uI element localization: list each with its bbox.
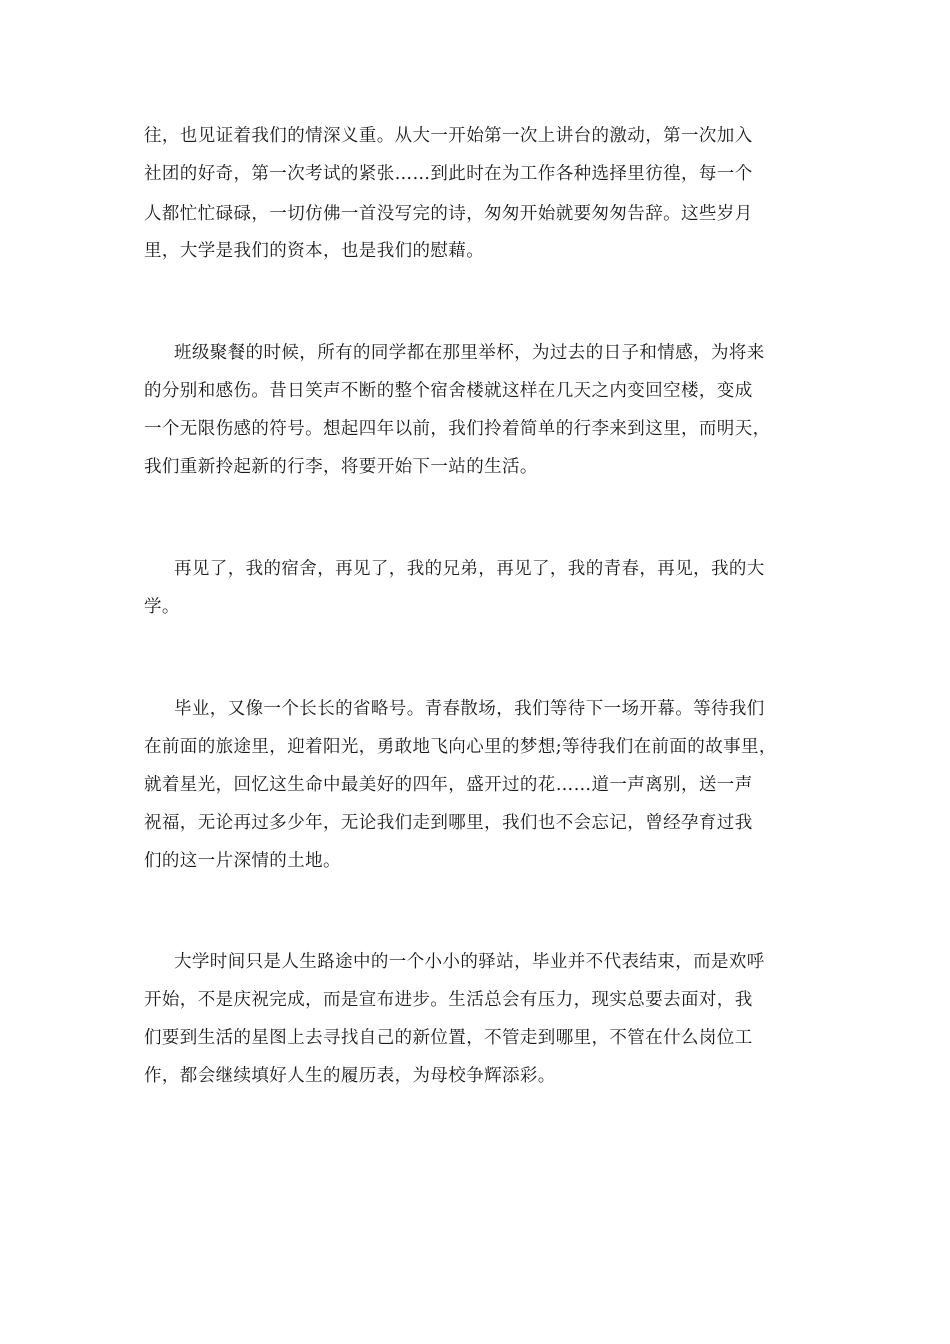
paragraph-line: 开始，不是庆祝完成，而是宣布进步。生活总会有压力，现实总要去面对，我 [144, 990, 753, 1010]
paragraph-line: 再见了，我的宿舍，再见了，我的兄弟，再见了，我的青春，再见，我的大 [174, 559, 765, 579]
paragraph-line: 班级聚餐的时候，所有的同学都在那里举杯，为过去的日子和情感，为将来 [174, 343, 765, 363]
paragraph-line: 往，也见证着我们的情深义重。从大一开始第一次上讲台的激动，第一次加入 [144, 126, 753, 146]
paragraph-line: 作，都会继续填好人生的履历表，为母校争辉添彩。 [144, 1066, 556, 1086]
paragraph-line: 毕业，又像一个长长的省略号。青春散场，我们等待下一场开幕。等待我们 [174, 699, 765, 719]
paragraph-line: 们的这一片深情的土地。 [144, 851, 341, 871]
paragraph-line: 社团的好奇，第一次考试的紧张……到此时在为工作各种选择里彷徨，每一个 [144, 164, 753, 184]
paragraph-line: 在前面的旅途里，迎着阳光，勇敢地飞向心里的梦想;等待我们在前面的故事里， [144, 737, 777, 757]
paragraph-line: 的分别和感伤。昔日笑声不断的整个宿舍楼就这样在几天之内变回空楼，变成 [144, 381, 753, 401]
paragraph-line: 我们重新拎起新的行李，将要开始下一站的生活。 [144, 457, 538, 477]
paragraph-line: 里，大学是我们的资本，也是我们的慰藉。 [144, 241, 485, 261]
paragraph-line: 人都忙忙碌碌，一切仿佛一首没写完的诗，匆匆开始就要匆匆告辞。这些岁月 [144, 204, 753, 224]
paragraph-line: 一个无限伤感的符号。想起四年以前，我们拎着简单的行李来到这里，而明天， [144, 419, 771, 439]
paragraph-line: 学。 [144, 597, 180, 617]
paragraph-line: 们要到生活的星图上去寻找自己的新位置，不管走到哪里，不管在什么岗位工 [144, 1028, 753, 1048]
paragraph-line: 祝福，无论再过多少年，无论我们走到哪里，我们也不会忘记，曾经孕育过我 [144, 813, 753, 833]
paragraph-line: 大学时间只是人生路途中的一个小小的驿站，毕业并不代表结束，而是欢呼 [174, 952, 765, 972]
paragraph-line: 就着星光，回忆这生命中最美好的四年，盛开过的花……道一声离别，送一声 [144, 775, 753, 795]
